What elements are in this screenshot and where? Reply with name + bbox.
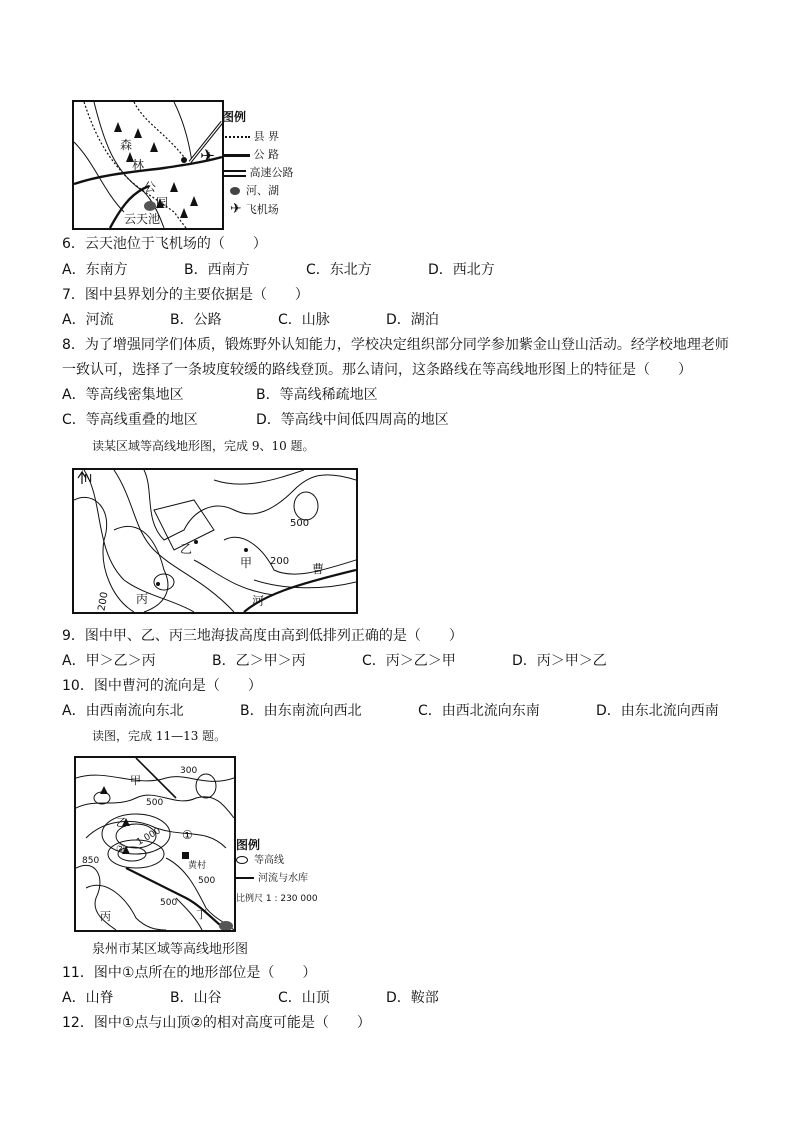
contour-icon [236, 856, 248, 864]
option-d[interactable]: D．等高线中间低四周高的地区 [256, 412, 449, 428]
question-12: 12．图中①点与山顶②的相对高度可能是（ ） [62, 1015, 371, 1031]
option-d[interactable]: D．西北方 [428, 262, 495, 278]
label-jia: 甲 [240, 556, 253, 570]
question-8-options-row-1 [62, 385, 742, 405]
road-icon [222, 154, 250, 157]
label-point-1: ① [182, 828, 193, 842]
option-c[interactable]: C．丙＞乙＞甲 [362, 653, 456, 669]
contour-label-500: 500 [290, 518, 310, 529]
option-b[interactable]: B．山谷 [170, 990, 222, 1006]
legend-item: 飞机场 [245, 203, 279, 216]
contour-map-quanzhou-drawing [76, 758, 234, 930]
label-bing: 丙 [100, 910, 111, 923]
label-bing: 丙 [136, 592, 149, 606]
label-cao: 曹 [312, 562, 325, 576]
label-forest-2: 林 [132, 158, 145, 172]
option-a[interactable]: A．山脊 [62, 990, 114, 1006]
highway-icon [222, 170, 246, 177]
question-8-line-1: 8．为了增强同学们体质，锻炼野外认知能力，学校决定组织部分同学参加紫金山登山活动。经学校地理老师 [62, 337, 729, 353]
option-c[interactable]: C．由西北流向东南 [418, 703, 540, 719]
label-jia: 甲 [130, 774, 141, 787]
question-10: 10．图中曹河的流向是（ ） [62, 678, 262, 694]
contour-map-cao-river [72, 468, 358, 614]
river-icon [236, 877, 254, 879]
option-a[interactable]: A．等高线密集地区 [62, 387, 184, 403]
label-forest-1: 森 [120, 138, 133, 152]
question-6-options [62, 260, 742, 280]
question-11-options [62, 988, 742, 1008]
legend-item: 等高线 [254, 855, 284, 866]
option-a[interactable]: A．甲＞乙＞丙 [62, 653, 156, 669]
option-c[interactable]: C．等高线重叠的地区 [62, 412, 198, 428]
contour-label: 1 000 [135, 826, 163, 848]
option-d[interactable]: D．湖泊 [386, 312, 439, 328]
county-map [72, 100, 224, 230]
instruction-9-10: 读某区域等高线地形图，完成 9、10 题。 [92, 439, 315, 453]
legend-item: 县 界 [253, 130, 279, 143]
option-b[interactable]: B．公路 [170, 312, 222, 328]
option-d[interactable]: D．鞍部 [386, 990, 439, 1006]
option-a[interactable]: A．东南方 [62, 262, 128, 278]
option-b[interactable]: B．西南方 [184, 262, 250, 278]
legend-title: 图例 [222, 110, 247, 124]
question-6: 6．云天池位于飞机场的（ ） [62, 236, 267, 252]
contour-label-200: 200 [96, 591, 111, 612]
option-b[interactable]: B．等高线稀疏地区 [256, 387, 378, 403]
legend-item: 高速公路 [249, 166, 294, 179]
question-7: 7．图中县界划分的主要依据是（ ） [62, 287, 309, 303]
option-c[interactable]: C．山脉 [278, 312, 330, 328]
map3-caption: 泉州市某区域等高线地形图 [92, 942, 249, 957]
contour-label: 850 [82, 856, 100, 866]
county-border-icon [222, 136, 250, 138]
label-park-2: 园 [156, 196, 169, 210]
contour-map-quanzhou [74, 756, 236, 932]
option-a[interactable]: A．河流 [62, 312, 114, 328]
label-he: 河 [252, 594, 265, 608]
legend-item: 河流与水库 [258, 873, 308, 884]
instruction-11-13: 读图，完成 11—13 题。 [92, 729, 227, 743]
label-peak-2: ② [116, 844, 125, 855]
label-village: 黄村 [188, 861, 207, 871]
contour-map-cao-river-drawing [74, 470, 356, 612]
contour-label-200: 200 [270, 556, 290, 567]
legend-item: 公 路 [253, 148, 279, 161]
question-9: 9．图中甲、乙、丙三地海拔高度由高到低排列正确的是（ ） [62, 628, 463, 644]
contour-label: 500 [198, 876, 216, 886]
map3-legend [236, 838, 346, 908]
option-b[interactable]: B．由东南流向西北 [240, 703, 362, 719]
option-d[interactable]: D．丙＞甲＞乙 [512, 653, 607, 669]
airport-legend-icon: ✈ [230, 201, 242, 217]
north-label: N [84, 472, 93, 485]
label-park-1: 公 [144, 180, 157, 194]
legend-item: 河、湖 [246, 184, 279, 197]
option-c[interactable]: C．东北方 [306, 262, 372, 278]
contour-label: 500 [146, 798, 164, 808]
question-11: 11．图中①点所在的地形部位是（ ） [62, 965, 317, 981]
question-8-line-2: 一致认可，选择了一条坡度较缓的路线登顶。那么请问，这条路线在等高线地形图上的特征是（ ） [62, 362, 692, 378]
option-c[interactable]: C．山顶 [278, 990, 330, 1006]
lake-icon [230, 187, 240, 195]
label-lake: 云天池 [124, 212, 161, 226]
option-b[interactable]: B．乙＞甲＞丙 [212, 653, 306, 669]
label-yi: 乙 [116, 816, 127, 829]
option-d[interactable]: D．由东北流向西南 [596, 703, 719, 719]
question-9-options [62, 651, 742, 671]
airport-icon: ✈ [200, 146, 216, 167]
option-a[interactable]: A．由西南流向东北 [62, 703, 184, 719]
contour-label: 500 [160, 898, 178, 908]
question-10-options [62, 701, 742, 721]
question-8-options-row-2 [62, 410, 742, 430]
label-ding: 丁 [196, 908, 207, 921]
legend-title: 图例 [236, 838, 261, 852]
map1-legend [222, 110, 312, 222]
question-7-options [62, 310, 742, 330]
contour-label: 300 [180, 766, 198, 776]
legend-scale: 比例尺 1 : 230 000 [236, 894, 318, 904]
label-yi: 乙 [180, 542, 193, 556]
